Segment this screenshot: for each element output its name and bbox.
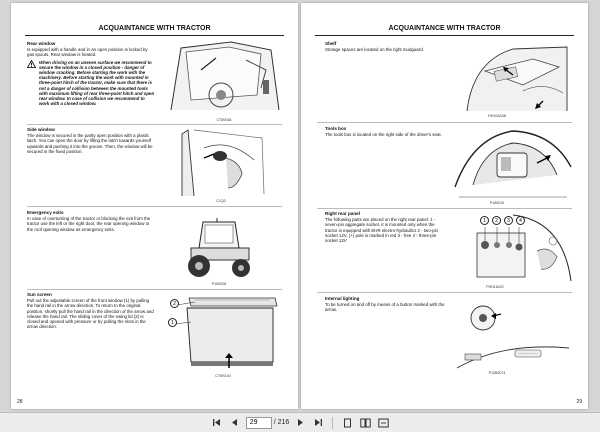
next-page-icon[interactable] xyxy=(293,416,307,430)
page-number-input[interactable]: 29 xyxy=(246,417,272,429)
figure-label: C1Q3 xyxy=(216,199,226,203)
figure-label: CT50038 xyxy=(216,118,232,122)
title-rule xyxy=(315,35,574,36)
figure-label: RH10A038 xyxy=(488,114,506,118)
first-page-icon[interactable] xyxy=(210,416,224,430)
figure-label: P12B0074 xyxy=(488,371,506,375)
tractor-figure xyxy=(183,218,255,280)
section-divider xyxy=(27,289,282,290)
callout-1: 1 xyxy=(168,318,177,327)
last-page-icon[interactable] xyxy=(311,416,325,430)
tools-box-figure xyxy=(453,127,573,199)
warning-text: When driving on an uneven surface we recommend to secure the window in a closed position - danger of window cracking. Before starting the work with the machinery. Before starting the work with mounted in three-point hitch of the tractor, make sure that there is not a danger of collision between the mounted tools with maximum lifting of rear three-point hitch and open rear window. In case of collision we recommend to work with a closed window. xyxy=(39,59,155,107)
previous-page-icon[interactable] xyxy=(228,416,242,430)
two-page-view-icon[interactable] xyxy=(358,416,372,430)
viewer-toolbar xyxy=(0,412,600,432)
figure-label: P160010 xyxy=(489,201,505,205)
section-body: Is equipped with a handle and in an open position is locked by gas spouts. Rear window is heated. xyxy=(27,47,148,58)
section-heading: Sun screen xyxy=(27,292,52,297)
warning-block xyxy=(27,60,155,107)
section-divider xyxy=(317,122,572,123)
callout-row xyxy=(480,216,525,225)
callout-2: 2 xyxy=(492,216,501,225)
section-heading: Rear window xyxy=(27,41,56,46)
side-window-figure xyxy=(174,128,269,197)
callout-2: 2 xyxy=(170,299,179,308)
section-body: The following parts are placed on the right rear panel: 1 - seven-pin aggregate socket, it is mounted only when the tractor is equipped with EHR electro-hydraulics 2 - two-pin socket 12V, (+) pole is marked in red 3 - free 4 - three-pin socket 12V xyxy=(325,217,438,244)
internal-lighting-figure xyxy=(453,296,573,370)
section-shelf xyxy=(325,41,445,52)
section-divider xyxy=(27,206,282,207)
section-right-rear-panel xyxy=(325,211,447,243)
page-number: 29 xyxy=(576,399,582,405)
right-page xyxy=(301,3,588,409)
section-heading: Tools box xyxy=(325,126,347,131)
section-body: The window is secured in the partly open position with a plastic latch. You can open the door by lifting the latch towards yourself upwards and pushing it into the groove. Then, the window will be secured in the fixed position. xyxy=(27,133,153,154)
section-emergency-exits xyxy=(27,210,155,232)
section-heading: Right rear panel xyxy=(325,211,360,216)
single-page-view-icon[interactable] xyxy=(340,416,354,430)
figure-label: PHD16022 xyxy=(486,285,504,289)
section-internal-lighting xyxy=(325,296,445,313)
section-body: Pull out the adjustable screen of the front window (1) by pulling the hand rail in the arrow direction. To return to the original position, shortly pull the hand rail in the direction of the arrow and release the hand rail. The sliding cover of the swing lid (2) is closed and opened with pressure or by pulling the slots in the arrow direction. xyxy=(27,298,154,330)
section-heading: Shelf xyxy=(325,41,337,46)
section-heading: Emergency exits xyxy=(27,210,64,215)
warning-icon xyxy=(27,60,36,68)
section-divider xyxy=(317,208,572,209)
section-heading: Internal lighting xyxy=(325,296,360,301)
title-rule xyxy=(25,35,284,36)
section-sun-screen xyxy=(27,292,155,329)
section-body: In case of overturning of the tractor or blocking the exit from the tractor use the left or the right door, the rear opening window or the roof opening window as emergency exits. xyxy=(27,216,151,232)
section-divider xyxy=(317,292,572,293)
section-rear-window xyxy=(27,41,155,106)
section-divider xyxy=(27,124,282,125)
page-title: ACQUAINTANCE WITH TRACTOR xyxy=(98,25,211,32)
page-title: ACQUAINTANCE WITH TRACTOR xyxy=(388,25,501,32)
left-page xyxy=(11,3,298,409)
section-heading: Side window xyxy=(27,127,55,132)
section-tools-box xyxy=(325,126,445,137)
shelf-figure xyxy=(463,41,573,113)
section-body: Storage spaces are located on the right mudguard. xyxy=(325,47,424,53)
callout-3: 3 xyxy=(504,216,513,225)
fit-width-icon[interactable] xyxy=(376,416,390,430)
callout-4: 4 xyxy=(516,216,525,225)
figure-label: CT6R140 xyxy=(215,374,231,378)
toolbar-divider xyxy=(332,417,333,429)
section-body: To be turned on and off by means of a button marked with the arrow. xyxy=(325,302,445,313)
page-number: 28 xyxy=(17,399,23,405)
rear-window-figure xyxy=(161,40,283,116)
section-side-window xyxy=(27,127,155,154)
section-body: The tools box is located on the right side of the driver's seat. xyxy=(325,132,442,138)
sun-screen-figure xyxy=(165,292,283,372)
figure-label: P160028 xyxy=(211,282,227,286)
callout-1: 1 xyxy=(480,216,489,225)
page-total: / 216 xyxy=(273,419,290,426)
